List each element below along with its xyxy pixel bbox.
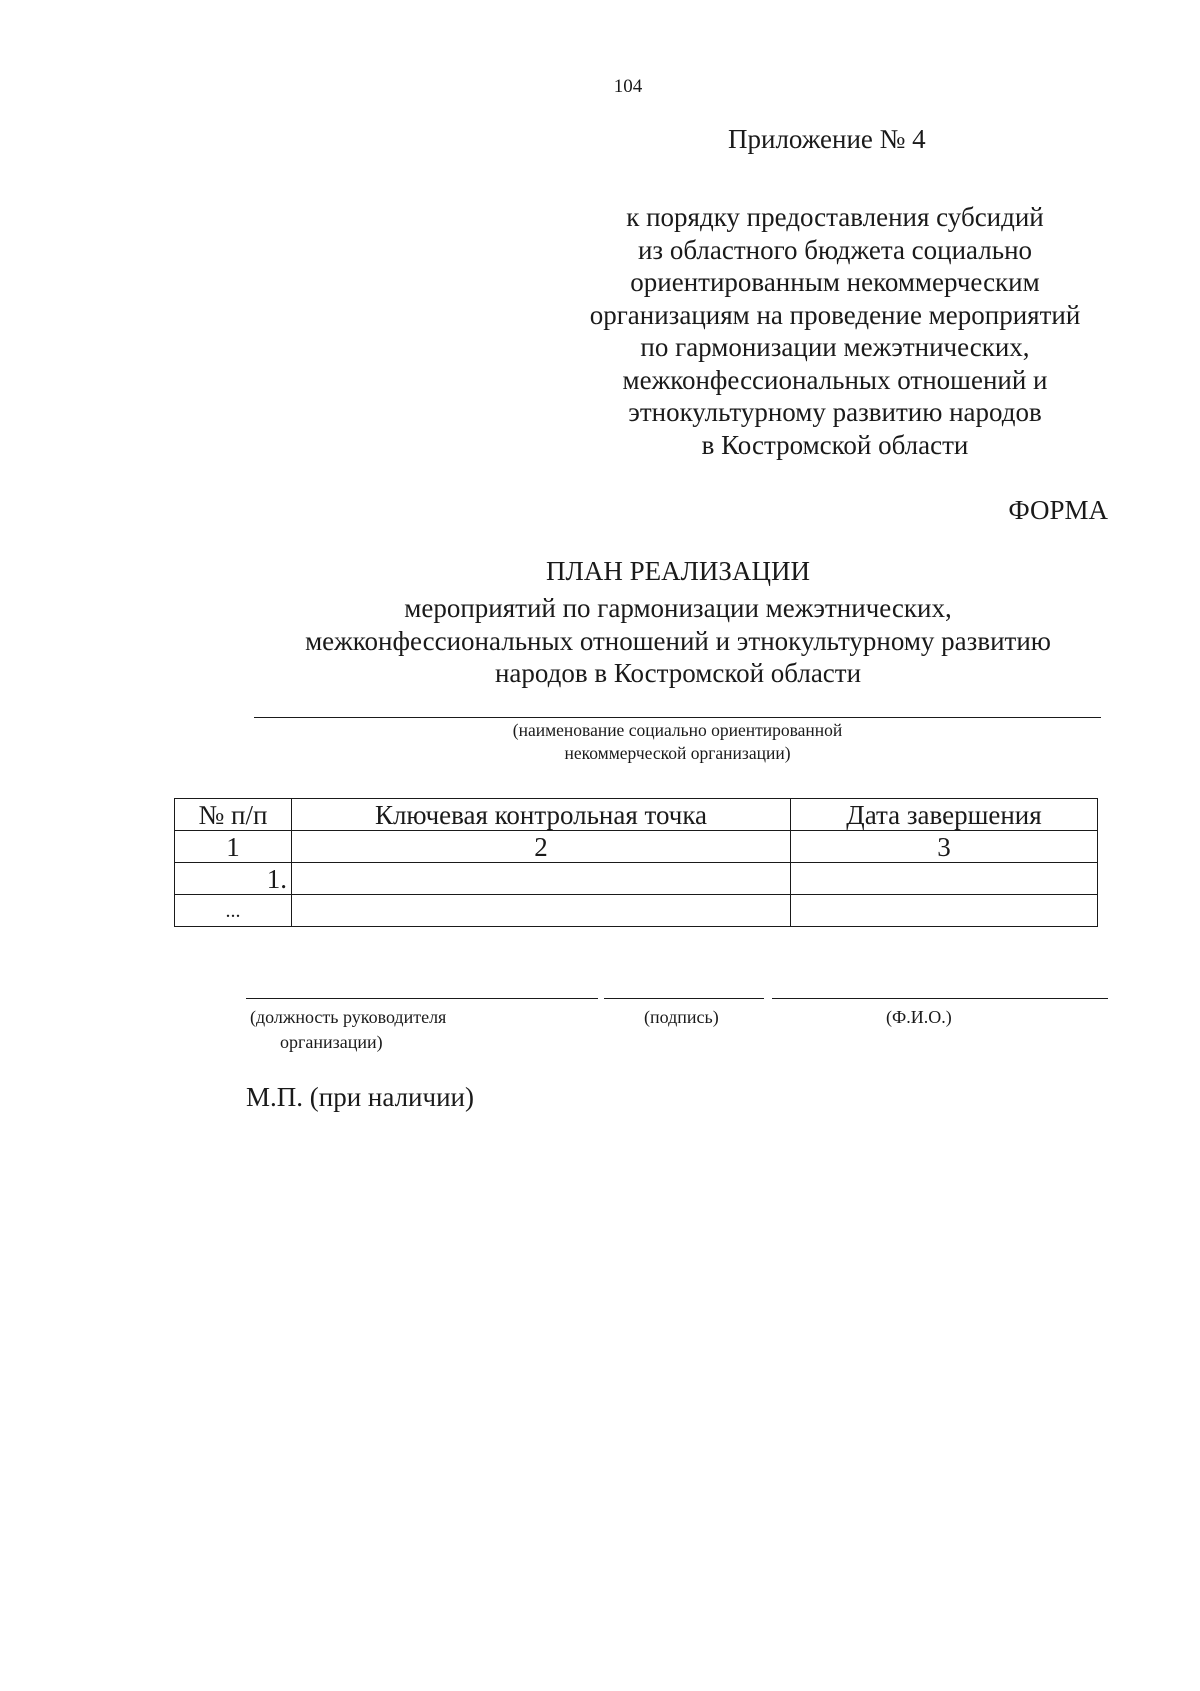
plan-title: ПЛАН РЕАЛИЗАЦИИ (546, 556, 810, 586)
position-caption-line: организации) (280, 1032, 383, 1052)
row-number-cell: 1. (175, 863, 292, 895)
plan-subtitle-line: межконфессиональных отношений и этнокультурному развитию (305, 625, 1051, 656)
position-signature-line (246, 998, 598, 999)
table-header-row (175, 799, 1098, 831)
appendix-description-line: из областного бюджета социально (637, 234, 1033, 265)
header-checkpoint: Ключевая контрольная точка (292, 799, 791, 831)
column-number-cell: 1 (175, 831, 292, 863)
completion-date-cell (791, 863, 1098, 895)
table-row (175, 895, 1098, 927)
column-number-cell: 2 (292, 831, 791, 863)
appendix-description-line: ориентированным некоммерческим (630, 267, 1040, 297)
appendix-description-line: организациям на проведение мероприятий (589, 299, 1081, 330)
plan-subtitle-line: мероприятий по гармонизации межэтнических, (404, 593, 952, 623)
appendix-description-line: к порядку предоставления субсидий (626, 202, 1044, 232)
appendix-description-line: этнокультурному развитию народов (628, 397, 1042, 427)
organization-caption-line: некоммерческой организации) (564, 743, 791, 763)
table-row (175, 863, 1098, 895)
plan-table (174, 798, 1098, 927)
form-label: ФОРМА (1008, 495, 1108, 525)
position-caption-line: (должность руководителя (250, 1007, 447, 1027)
appendix-description-line: в Костромской области (701, 429, 969, 460)
column-number-cell: 3 (791, 831, 1098, 863)
appendix-title: Приложение № 4 (728, 124, 926, 154)
plan-subtitle (200, 592, 1156, 690)
page-number: 104 (613, 76, 643, 97)
appendix-description (540, 201, 1130, 461)
organization-caption (254, 719, 1101, 765)
table-column-numbers-row (175, 831, 1098, 863)
checkpoint-cell (292, 895, 791, 927)
signature-line (604, 998, 764, 999)
header-completion-date: Дата завершения (791, 799, 1098, 831)
row-number-cell: ... (175, 895, 292, 927)
organization-name-line (254, 717, 1101, 718)
signature-caption: (подпись) (644, 1007, 719, 1027)
appendix-description-line: межконфессиональных отношений и (622, 364, 1048, 395)
organization-caption-line: (наименование социально ориентированной (512, 720, 843, 740)
stamp-note: М.П. (при наличии) (246, 1082, 474, 1112)
appendix-description-line: по гармонизации межэтнических, (640, 332, 1030, 362)
position-caption (250, 1005, 446, 1055)
header-number: № п/п (175, 799, 292, 831)
completion-date-cell (791, 895, 1098, 927)
full-name-caption: (Ф.И.О.) (886, 1007, 952, 1027)
full-name-line (772, 998, 1108, 999)
plan-subtitle-line: народов в Костромской области (494, 658, 862, 688)
checkpoint-cell (292, 863, 791, 895)
